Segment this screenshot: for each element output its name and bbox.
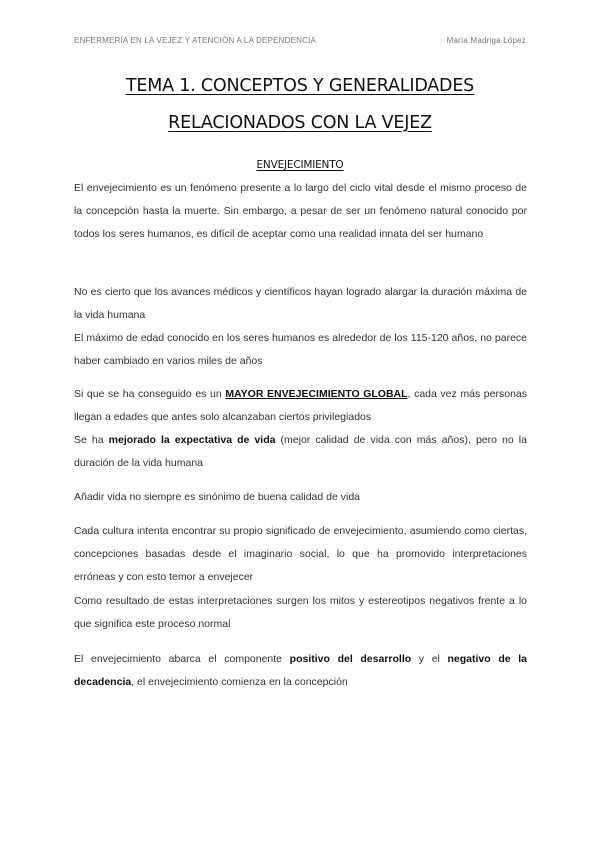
section-heading: ENVEJECIMIENTO — [256, 159, 344, 171]
page-title-line-1: TEMA 1. CONCEPTOS Y GENERALIDADES — [125, 76, 475, 96]
paragraph-2: No es cierto que los avances médicos y científicos hayan logrado alargar la duración máxima de la vida humana — [74, 286, 527, 321]
header-author: María Madriga López — [446, 36, 526, 45]
paragraph-9 — [74, 648, 527, 694]
header-course-title: ENFERMERÍA EN LA VEJEZ Y ATENCIÓN A LA DEPENDENCIA — [74, 36, 317, 45]
paragraph-5 — [74, 429, 527, 475]
page-title-line-2: RELACIONADOS CON LA VEJEZ — [168, 113, 432, 133]
paragraph-5-emphasis: mejorado la expectativa de vida — [108, 434, 276, 446]
paragraph-4 — [74, 383, 527, 429]
paragraph-9-text-c: y el — [411, 653, 448, 665]
paragraph-9-text-e: , el envejecimiento comienza en la concepción — [131, 676, 348, 688]
paragraph-8: Como resultado de estas interpretaciones surgen los mitos y estereotipos negativos frente a lo que significa este proceso normal — [74, 595, 527, 630]
paragraph-4-text-a: Si que se ha conseguido es un — [74, 388, 226, 400]
paragraph-9-emphasis-2: negativo de la decadencia — [74, 653, 527, 688]
paragraph-9-text-a: El envejecimiento abarca el componente — [74, 653, 290, 665]
paragraph-3: El máximo de edad conocido en los seres humanos es alrededor de los 115-120 años, no parece haber cambiado en varios miles de años — [74, 332, 527, 367]
paragraph-5-text-a: Se ha — [74, 434, 109, 446]
paragraph-5-text-c: (mejor calidad de vida con más años), pero no la duración de la vida humana — [74, 434, 527, 469]
paragraph-9-emphasis-1: positivo del desarrollo — [289, 653, 412, 665]
paragraph-1: El envejecimiento es un fenómeno presente a lo largo del ciclo vital desde el mismo proceso de la concepción hasta la muerte. Sin embargo, a pesar de ser un fenómeno natural conocido por todos los seres humanos, es difícil de aceptar como una realidad innata del ser humano — [74, 182, 527, 240]
paragraph-6: Añadir vida no siempre es sinónimo de buena calidad de vida — [74, 491, 361, 503]
paragraph-7: Cada cultura intenta encontrar su propio significado de envejecimiento, asumiendo como ciertas, concepciones basadas desde el imaginario social, lo que ha promovido interpretaciones erróneas y con esto temor a envejecer — [74, 525, 527, 583]
running-header — [74, 36, 526, 45]
paragraph-4-text-c: , cada vez más personas llegan a edades que antes solo alcanzaban ciertos privilegiados — [74, 388, 528, 423]
paragraph-4-emphasis: MAYOR ENVEJECIMIENTO GLOBAL — [225, 388, 408, 400]
